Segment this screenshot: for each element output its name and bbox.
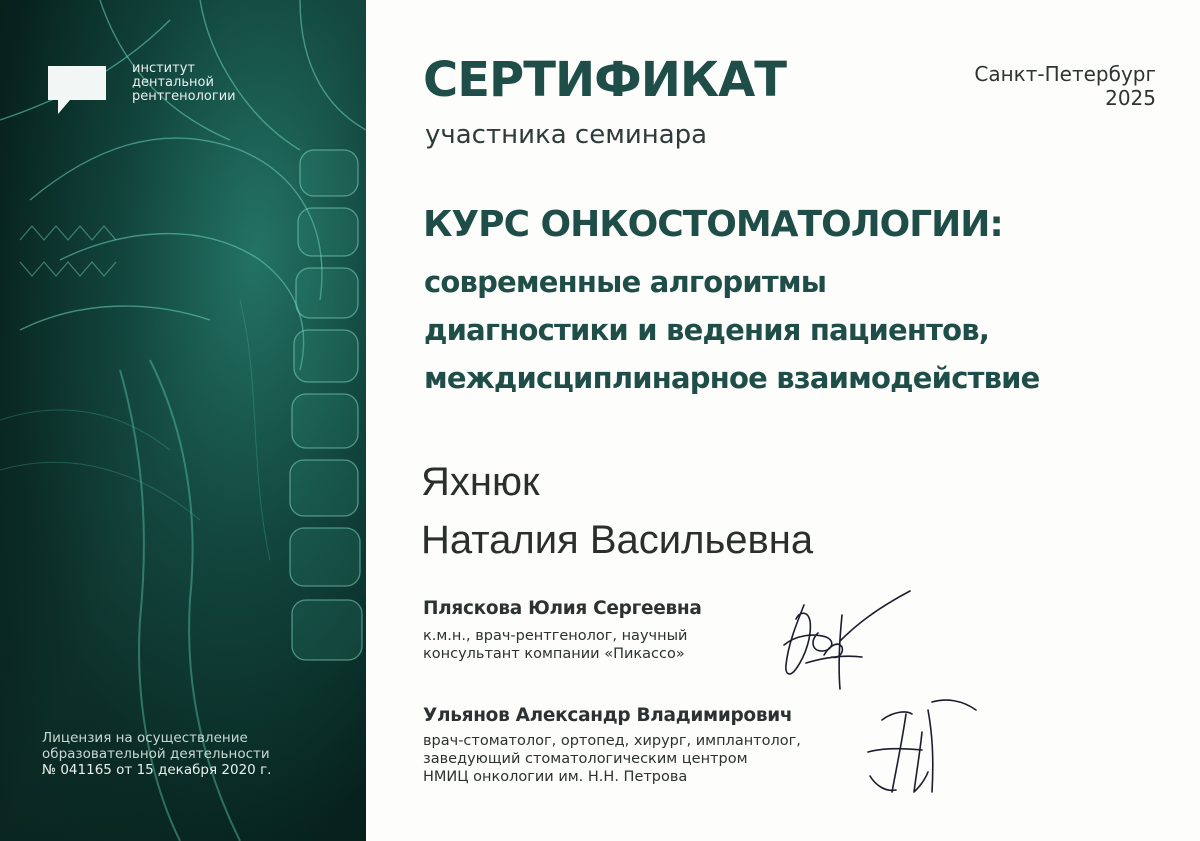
year: 2025: [1105, 86, 1156, 110]
license-line-1: Лицензия на осуществление: [42, 730, 248, 746]
institute-name: [132, 62, 236, 104]
participant-name: [421, 453, 813, 569]
city: Санкт-Петербург: [974, 62, 1156, 86]
institute-name-line-2: дентальной: [132, 75, 214, 90]
institute-logo-icon: [44, 60, 114, 120]
certificate-title: СЕРТИФИКАТ: [423, 52, 787, 108]
place-and-year: [974, 62, 1156, 110]
signer-block: [423, 705, 801, 786]
signer-description-line: к.м.н., врач-рентгенолог, научный: [423, 628, 688, 644]
course-subtitle-line-2: диагностики и ведения пациентов,: [424, 313, 990, 347]
signer-description-line: НМИЦ онкологии им. Н.Н. Петрова: [423, 769, 688, 785]
course-heading: КУРС ОНКОСТОМАТОЛОГИИ:: [423, 204, 1003, 245]
institute-name-line-3: рентгенологии: [132, 89, 236, 104]
license-number: № 041165 от 15 декабря 2020 г.: [42, 762, 272, 778]
license-line-2: образовательной деятельности: [42, 746, 270, 762]
signer-description: [423, 627, 702, 663]
signer-description-line: консультант компании «Пикассо»: [423, 646, 685, 662]
xray-artwork: [0, 0, 366, 841]
license-info: [42, 730, 271, 778]
participant-given-names: Наталия Васильевна: [421, 518, 814, 562]
course-subtitle-line-3: междисциплинарное взаимодействие: [424, 361, 1040, 395]
signer-description-line: врач-стоматолог, ортопед, хирург, имплантолог,: [423, 733, 801, 749]
participant-surname: Яхнюк: [421, 460, 540, 504]
signature-1: [766, 585, 916, 695]
xray-side-panel: [0, 0, 366, 841]
signer-name: Ульянов Александр Владимирович: [423, 705, 793, 726]
signer-description-line: заведующий стоматологическим центром: [423, 751, 748, 767]
course-subtitle: [424, 258, 1040, 402]
signer-block: [423, 598, 702, 663]
signer-description: [423, 732, 801, 786]
signature-2: [862, 692, 982, 807]
signer-name: Пляскова Юлия Сергеевна: [423, 598, 702, 619]
certificate-subtitle: участника семинара: [425, 120, 708, 150]
course-subtitle-line-1: современные алгоритмы: [424, 265, 827, 299]
institute-name-line-1: институт: [132, 61, 195, 76]
